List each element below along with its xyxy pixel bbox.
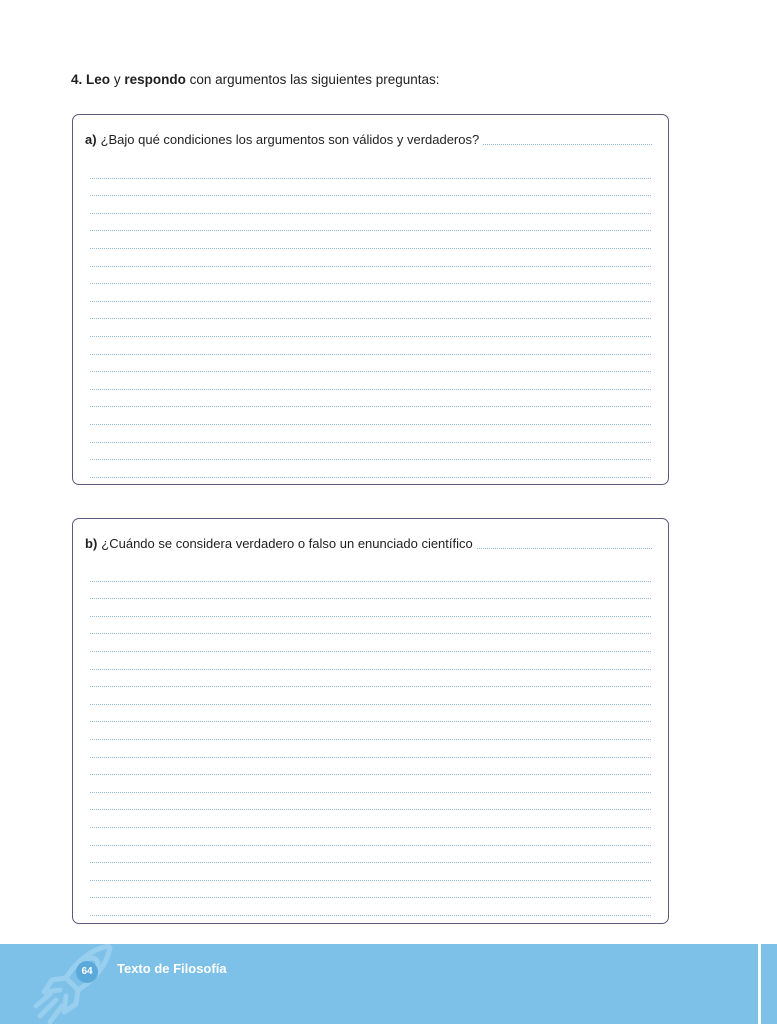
writing-line[interactable] <box>90 355 651 373</box>
writing-line[interactable] <box>90 599 651 617</box>
writing-line[interactable] <box>90 898 651 916</box>
writing-line[interactable] <box>90 705 651 723</box>
answer-lines-b[interactable] <box>90 564 651 916</box>
question-b-text: ¿Cuándo se considera verdadero o falso un enunciado científico <box>101 536 473 551</box>
writing-line[interactable] <box>90 372 651 390</box>
question-b-letter: b) <box>85 536 98 551</box>
writing-line[interactable] <box>90 161 651 179</box>
question-a-text: ¿Bajo qué condiciones los argumentos son válidos y verdaderos? <box>100 132 480 147</box>
footer-edge-strip <box>761 944 777 1024</box>
writing-line[interactable] <box>90 231 651 249</box>
page-number-badge: 64 <box>76 961 98 983</box>
writing-line[interactable] <box>90 564 651 582</box>
writing-line[interactable] <box>90 407 651 425</box>
question-b <box>85 535 652 553</box>
writing-line[interactable] <box>90 179 651 197</box>
writing-line[interactable] <box>90 214 651 232</box>
instruction-verb-respondo: respondo <box>124 72 186 87</box>
writing-line[interactable] <box>90 828 651 846</box>
page-footer <box>0 944 758 1024</box>
answer-lines-a[interactable] <box>90 161 651 478</box>
writing-line[interactable] <box>90 722 651 740</box>
answer-box-b <box>72 518 669 924</box>
writing-line[interactable] <box>90 284 651 302</box>
question-b-fill-line[interactable] <box>477 547 652 549</box>
writing-line[interactable] <box>90 196 651 214</box>
writing-line[interactable] <box>90 881 651 899</box>
writing-line[interactable] <box>90 617 651 635</box>
book-title: Texto de Filosofía <box>117 961 227 976</box>
writing-line[interactable] <box>90 652 651 670</box>
question-a-letter: a) <box>85 132 97 147</box>
writing-line[interactable] <box>90 302 651 320</box>
writing-line[interactable] <box>90 460 651 478</box>
instruction-verb-leo: Leo <box>86 72 111 87</box>
exercise-instruction <box>71 70 440 90</box>
writing-line[interactable] <box>90 687 651 705</box>
instruction-rest: con argumentos las siguientes preguntas: <box>189 72 440 87</box>
writing-line[interactable] <box>90 249 651 267</box>
writing-line[interactable] <box>90 634 651 652</box>
writing-line[interactable] <box>90 846 651 864</box>
writing-line[interactable] <box>90 319 651 337</box>
question-a <box>85 131 652 149</box>
writing-line[interactable] <box>90 863 651 881</box>
writing-line[interactable] <box>90 267 651 285</box>
writing-line[interactable] <box>90 390 651 408</box>
exercise-number: 4. <box>71 72 83 87</box>
writing-line[interactable] <box>90 793 651 811</box>
writing-line[interactable] <box>90 425 651 443</box>
writing-line[interactable] <box>90 740 651 758</box>
rocket-icon <box>30 944 120 1024</box>
writing-line[interactable] <box>90 670 651 688</box>
writing-line[interactable] <box>90 337 651 355</box>
writing-line[interactable] <box>90 775 651 793</box>
writing-line[interactable] <box>90 582 651 600</box>
writing-line[interactable] <box>90 443 651 461</box>
answer-box-a <box>72 114 669 485</box>
question-a-fill-line[interactable] <box>483 143 652 145</box>
writing-line[interactable] <box>90 758 651 776</box>
writing-line[interactable] <box>90 810 651 828</box>
instruction-connector: y <box>113 72 121 87</box>
